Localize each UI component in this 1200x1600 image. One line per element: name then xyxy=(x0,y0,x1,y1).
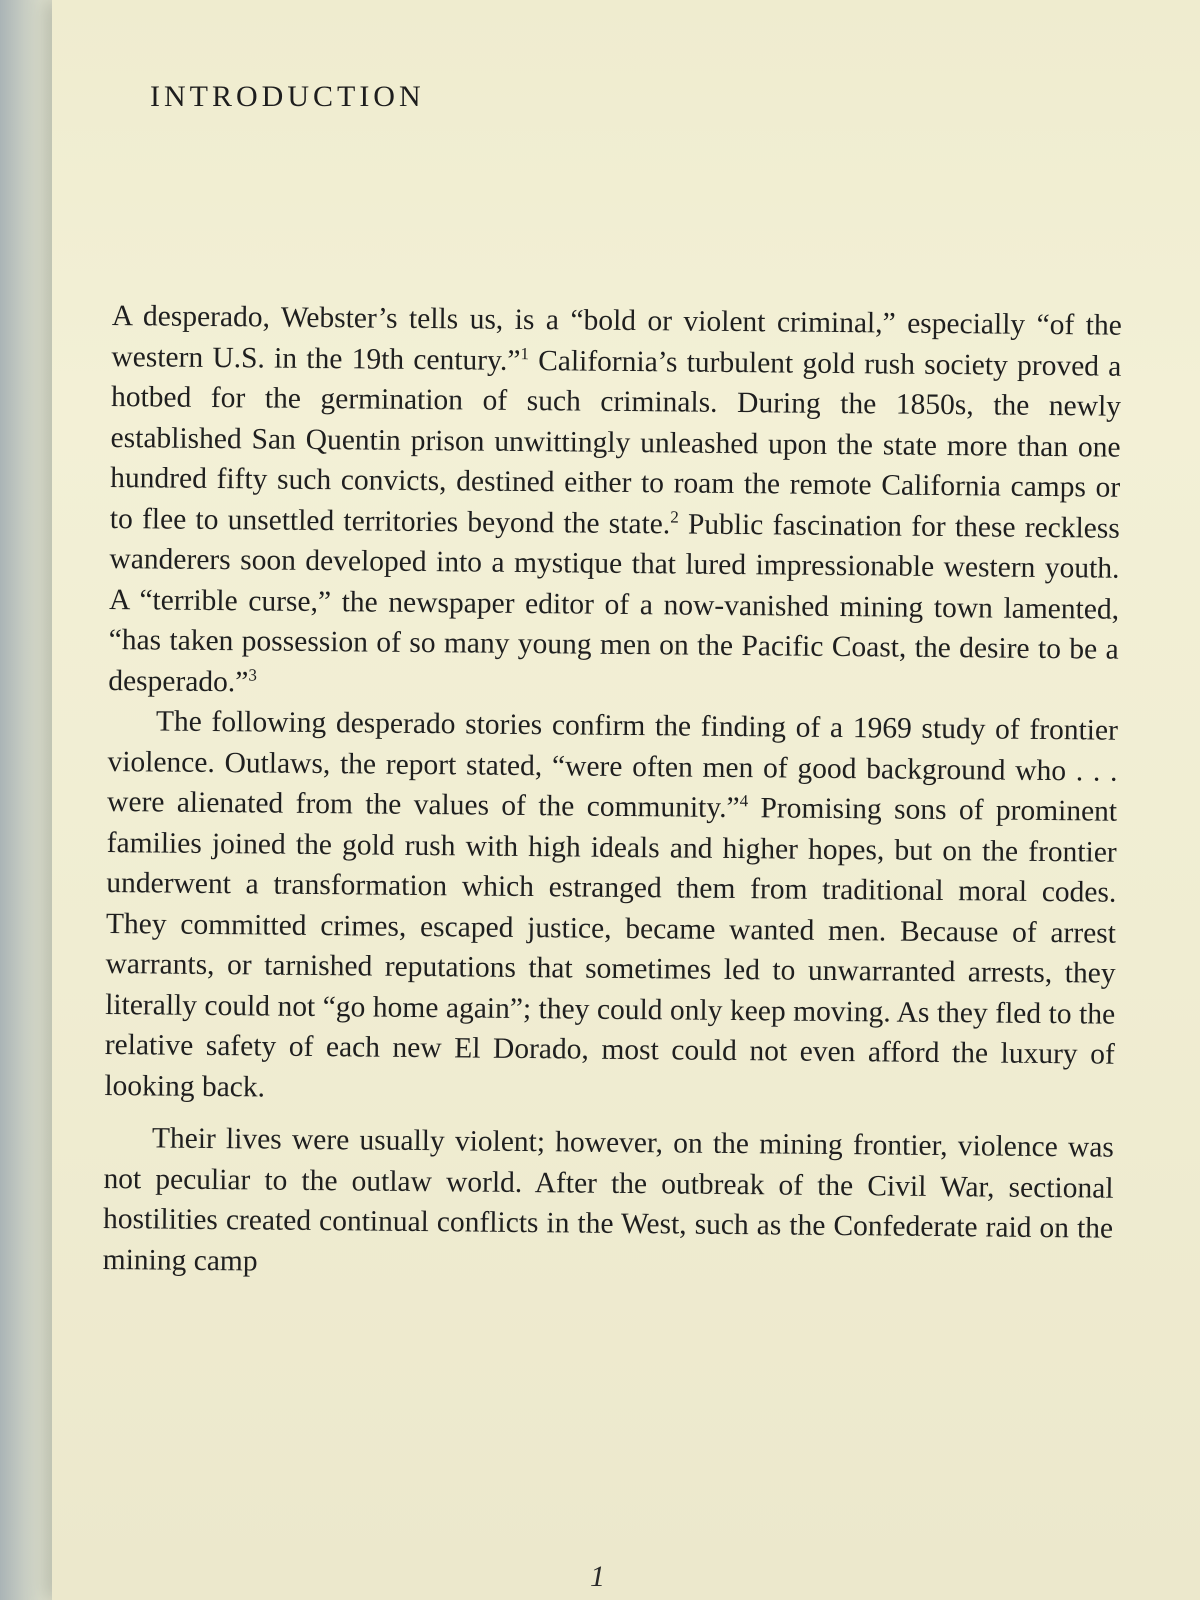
paragraph-2 xyxy=(104,701,1118,1116)
text-run: The following desperado stories confirm the finding of a 1969 study of frontier violence. Outlaws, the report stated, “were often men of good background who . . . were alienated from the values of the community.” xyxy=(106,705,1119,825)
text-run: California’s turbulent gold rush society proved a hotbed for the germination of such criminals. During the 1850s, the newly established San Quentin prison unwittingly unleashed upon the state more than one hundred fifty such convicts, destined either to roam the remote California camps or to flee to unsettled territories beyond the state. xyxy=(109,344,1122,540)
text-run: Their lives were usually violent; however, on the mining frontier, violence was not peculiar to the outlaw world. After the outbreak of the Civil War, sectional hostilities created continual conflicts in the West, such as the Confederate raid on the mining camp xyxy=(102,1122,1115,1277)
footnote-marker-1: 1 xyxy=(520,343,530,363)
text-run: Public fascination for these reckless wanderers soon developed into a mystique that lured impressionable western youth. A “terrible curse,” the newspaper editor of a now-vanished mining town lamented, “has taken possession of so many young men on the Pacific Coast, the desire to be a desperado.” xyxy=(108,507,1120,698)
body-text xyxy=(103,296,1122,1290)
footnote-marker-4: 4 xyxy=(739,791,749,811)
footnote-marker-3: 3 xyxy=(248,664,258,685)
paragraph-1 xyxy=(108,296,1122,711)
chapter-heading: INTRODUCTION xyxy=(150,80,425,113)
text-run: Promising sons of prominent families joined the gold rush with high ideals and higher hopes, but on the frontier underwent a transformation which estranged them from traditional moral codes. They committed crimes, escaped justice, became wanted men. Because of arrest warrants, or tarnished reputations that sometimes led to unwarranted arrests, they literally could not “go home again”; they could only keep moving. As they fled to the relative safety of each new El Dorado, most could not even afford the luxury of looking back. xyxy=(104,792,1118,1104)
footnote-marker-2: 2 xyxy=(670,507,679,527)
page-number: 1 xyxy=(590,1560,605,1593)
text-run: A desperado, Webster’s tells us, is a “bold or violent criminal,” especially “of the western U.S. in the 19th century.” xyxy=(111,299,1122,377)
show-through-text xyxy=(182,10,1200,240)
paragraph-3 xyxy=(103,1118,1115,1290)
